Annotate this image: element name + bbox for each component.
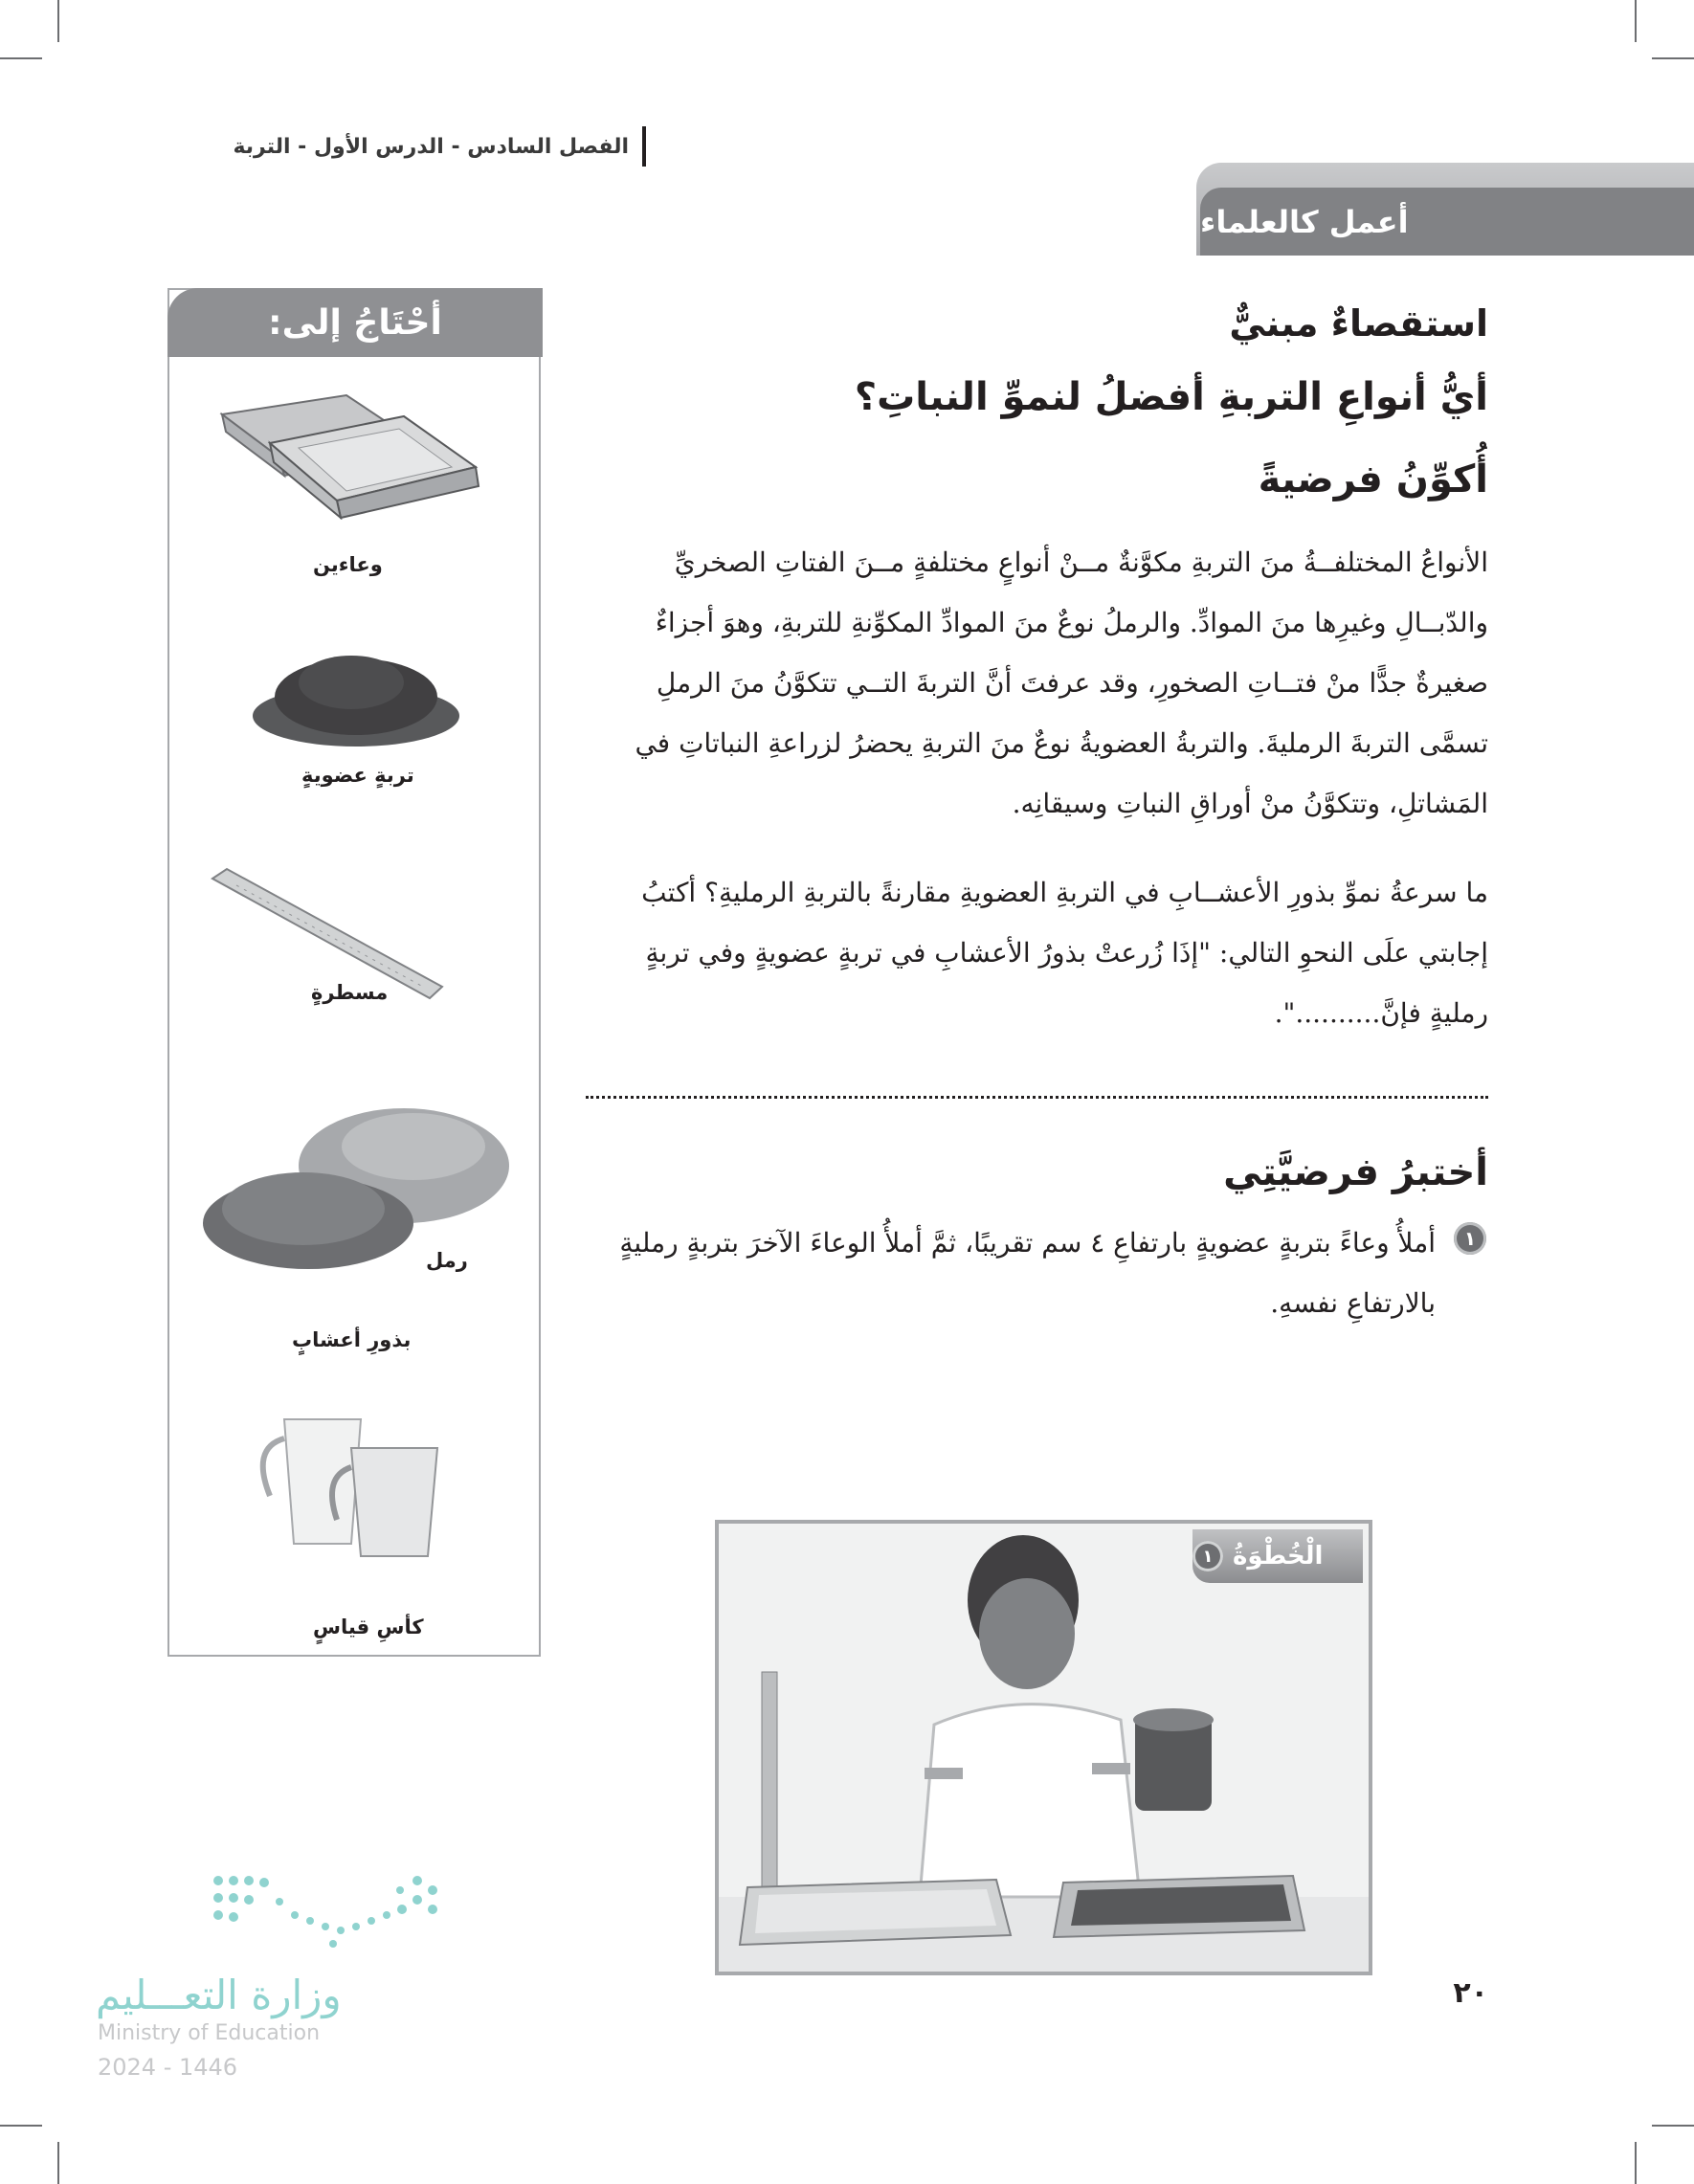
material-label-grass-seeds: بذورِ أعشابٍ (292, 1328, 412, 1351)
organic-soil-image (246, 644, 466, 749)
crop-mark (57, 2142, 59, 2184)
answer-line (586, 1096, 1488, 1099)
chapter-title: الفصل السادس - الدرس الأول - التربة (233, 134, 629, 159)
materials-panel (167, 288, 541, 1657)
test-heading: أختبرُ فرضيَّتِي (1223, 1150, 1488, 1194)
hypothesis-heading: أُكوِّنُ فرضيةً (1258, 457, 1488, 501)
step-photo (715, 1520, 1372, 1975)
material-label-containers: وعاءين (313, 553, 383, 576)
section-tab (1196, 163, 1694, 256)
intro-paragraph: الأنواعُ المختلفــةُ منَ التربةِ مكوَّنةٌ مــنْ أنواعٍ مختلفةٍ مــنَ الفتاتِ الصخريِّ والدّبــالِ وغيرِها منَ الموادِّ. والرملُ نوعٌ منَ الموادِّ المكوِّنةِ للتربةِ، وهوَ أجزاءٌ صغيرةٌ جدًّا منْ فتــاتِ الصخورِ، وقد عرفتَ أنَّ التربةَ التــي تتكوَّنُ منَ الرملِ تسمَّى التربةَ الرمليةَ. والتربةُ العضويةُ نوعٌ منَ التربةِ يحضرُ لزراعةِ النباتاتِ في المَشاتلِ، وتتكوَّنُ منْ أوراقِ النباتِ وسيقانِه. (635, 546, 1488, 819)
crop-mark (0, 2125, 42, 2127)
material-label-organic-soil: تربةٍ عضويةٍ (301, 764, 414, 787)
section-tab-label: أعمل كالعلماء (1200, 188, 1694, 256)
header-divider (642, 126, 646, 167)
page-number: ٢٠ (1453, 1976, 1488, 2010)
question-heading: أيُّ أنواعِ التربةِ أفضلُ لنموِّ النباتِ؟ (854, 375, 1488, 419)
crop-mark (1652, 2125, 1694, 2127)
ministry-logo-english: Ministry of Education (98, 2021, 321, 2045)
inquiry-type: استقصاءٌ مبنيٌّ (1229, 302, 1488, 345)
crop-mark (57, 0, 59, 42)
ministry-logo-arabic: وزارة التعـــليم (96, 1972, 342, 2018)
measuring-cups-image (246, 1405, 476, 1558)
material-label-ruler: مسطرةٍ (311, 981, 389, 1004)
step-number-badge: ١ (1454, 1222, 1486, 1255)
step-badge (1192, 1529, 1363, 1583)
material-label-sand: رمل (426, 1249, 468, 1272)
boy-filling-tray-illustration (719, 1524, 1369, 1972)
step-badge-label: الْخُطْوَةُ (1233, 1542, 1324, 1571)
hypothesis-prompt: ما سرعةُ نموِّ بذورِ الأعشــابِ في التربةِ العضويةِ مقارنةً بالتربةِ الرمليةِ؟ أكتبُ إجابتي علَى النحوِ التالي: "إذَا زُرعتْ بذورُ الأعشابِ في تربةٍ عضويةٍ وفي تربةٍ رمليةٍ فإنَّ..........". (641, 877, 1488, 1029)
chapter-header (233, 126, 646, 167)
material-label-measuring-cup: كأسِ قياسٍ (313, 1616, 424, 1638)
crop-mark (1652, 57, 1694, 59)
crop-mark (1635, 0, 1637, 42)
step-1-text: أملأُ وعاءً بتربةٍ عضويةٍ بارتفاعِ ٤ سم تقريبًا، ثمَّ أملأُ الوعاءَ الآخرَ بتربةٍ رمليةٍ بالارتفاعِ نفسهِ. (619, 1227, 1436, 1319)
step-badge-number: ١ (1192, 1541, 1223, 1571)
materials-title: أحْتَاجُ إلى: (167, 288, 543, 357)
crop-mark (0, 57, 42, 59)
ministry-logo-year: 2024 - 1446 (98, 2054, 238, 2081)
aluminum-trays-image (212, 376, 500, 520)
crop-mark (1635, 2142, 1637, 2184)
ministry-logo-dots-icon (209, 1871, 448, 1957)
